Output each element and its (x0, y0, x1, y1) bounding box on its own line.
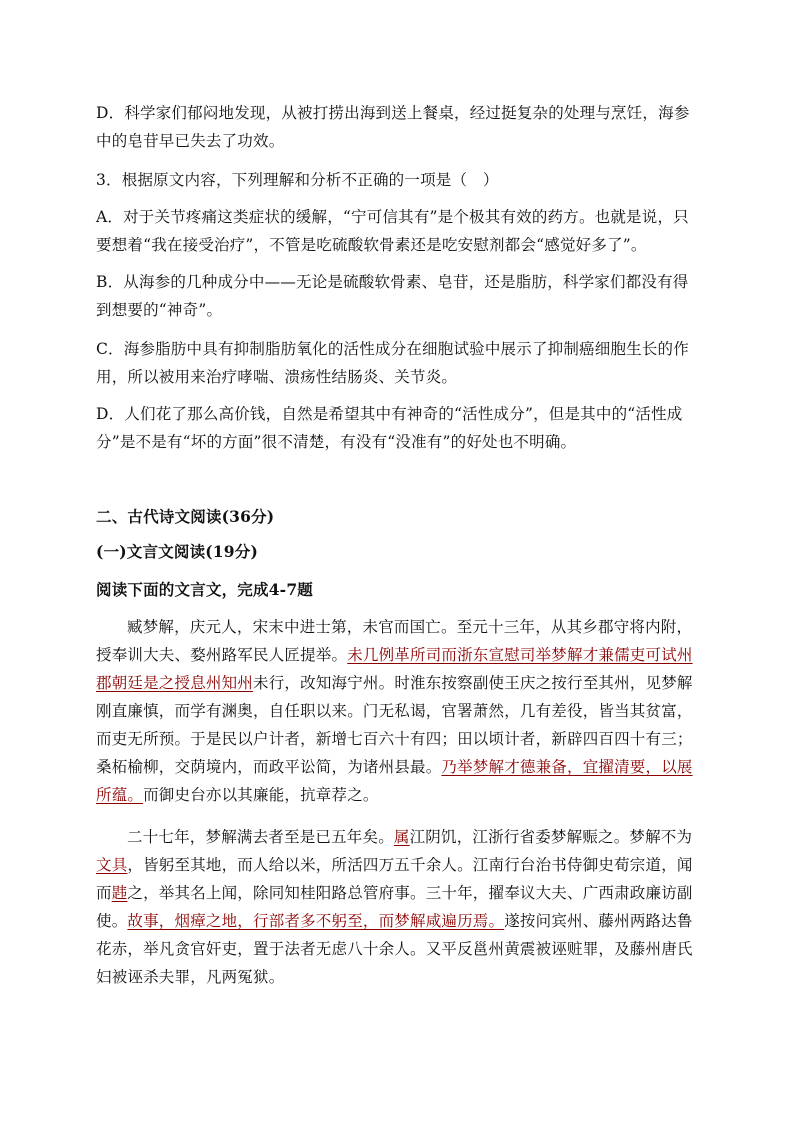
passage-p2-highlight-4: 故事，烟瘴之地，行部者多不躬至，而梦解咸遍历焉。 (127, 912, 505, 930)
q2-option-d-line1: D．科学家们郁闷地发现，从被打捞出海到送上餐桌，经过挺复杂的处理与烹饪，海参 (96, 104, 690, 122)
q3-stem: 3．根据原文内容，下列理解和分析不正确的一项是（ ） (96, 171, 499, 189)
passage-p1-text-3: 而御史台亦以其廉能，抗章荐之。 (143, 786, 379, 804)
passage-p1-text-1: 臧梦解，庆元人，宋末中进士第，未官而国亡。至元十三年，从其乡郡守将内附，授奉训大夫、婺州路军民人匠提举。 (96, 618, 693, 664)
passage-p2-text-2: 江阴饥，江浙行省委梦解赈之。梦解不为 (409, 828, 693, 846)
passage-p2-text-4: 之，举其名上闻，除同知桂阳路总管府事。三十年，擢奉议大夫、广西肃政廉访副使。 (96, 884, 693, 930)
q3-option-c: C．海参脂肪中具有抑制脂肪氧化的活性成分在细胞试验中展示了抑制癌细胞生长的作用，所以被用来治疗哮喘、溃疡性结肠炎、关节炎。 (96, 340, 689, 386)
passage-p2-text-3: ，皆躬至其地，而人给以米，所活四万五千余人。江南行台治书侍御史荀宗道，闻而 (96, 856, 693, 902)
q2-option-d (96, 99, 700, 155)
passage-p1-highlight-2: 乃举梦解才德兼备，宜擢清要，以展所蕴。 (96, 758, 693, 804)
passage-p2-highlight-2: 文具 (96, 856, 128, 874)
passage-paragraph-2 (96, 823, 700, 991)
reading-instruction: 阅读下面的文言文，完成4-7题 (96, 580, 314, 599)
passage-p2-highlight-1: 属 (393, 828, 410, 846)
q3-option-a: A．对于关节疼痛这类症状的缓解，“宁可信其有”是个极其有效的药方。也就是说，只要想着“我在接受治疗”，不管是吃硫酸软骨素还是吃安慰剂都会“感觉好多了”。 (96, 208, 689, 254)
q3-option-d: D．人们花了那么高价钱，自然是希望其中有神奇的“活性成分”，但是其中的“活性成分”是不是有“坏的方面”很不清楚，有没有“没准有”的好处也不明确。 (96, 405, 683, 451)
passage-p2-text-1: 二十七年，梦解满去者至是已五年矣。 (127, 828, 394, 846)
section-subheading: (一)文言文阅读(19分) (96, 542, 259, 561)
passage-paragraph-1 (96, 613, 700, 809)
q3-option-b: B．从海参的几种成分中——无论是硫酸软骨素、皂苷，还是脂肪，科学家们都没有得到想要的“神奇”。 (96, 273, 689, 319)
q2-option-d-line2: 中的皂苷早已失去了功效。 (96, 132, 285, 150)
passage-p2-text-5: 遂按问宾州、藤州两路达鲁花赤，举凡贪官奸吏，置于法者无虑八十余人。又平反邕州黄震被诬赃罪，及藤州唐氏妇被诬杀夫罪，凡两冤狱。 (96, 912, 693, 986)
passage-p1-highlight-1: 未几例革所司而浙东宣慰司举梦解才兼儒吏可试州郡朝廷是之授息州知州 (96, 646, 693, 692)
passage-p2-highlight-3: 韪 (111, 884, 128, 902)
section-heading: 二、古代诗文阅读(36分) (96, 507, 275, 526)
passage-p1-text-2: 未行，改知海宁州。时淮东按察副使王庆之按行至其州，见梦解刚直廉慎，而学有渊奥，自任职以来。门无私谒，官署萧然，几有差役，皆当其贫富，而吏无所预。于是民以户计者，新增七百六十有四；田以顷计者，新辟四百四十有三；桑柘榆柳，交荫境内，而政平讼简，为诸州县最。 (96, 674, 693, 776)
